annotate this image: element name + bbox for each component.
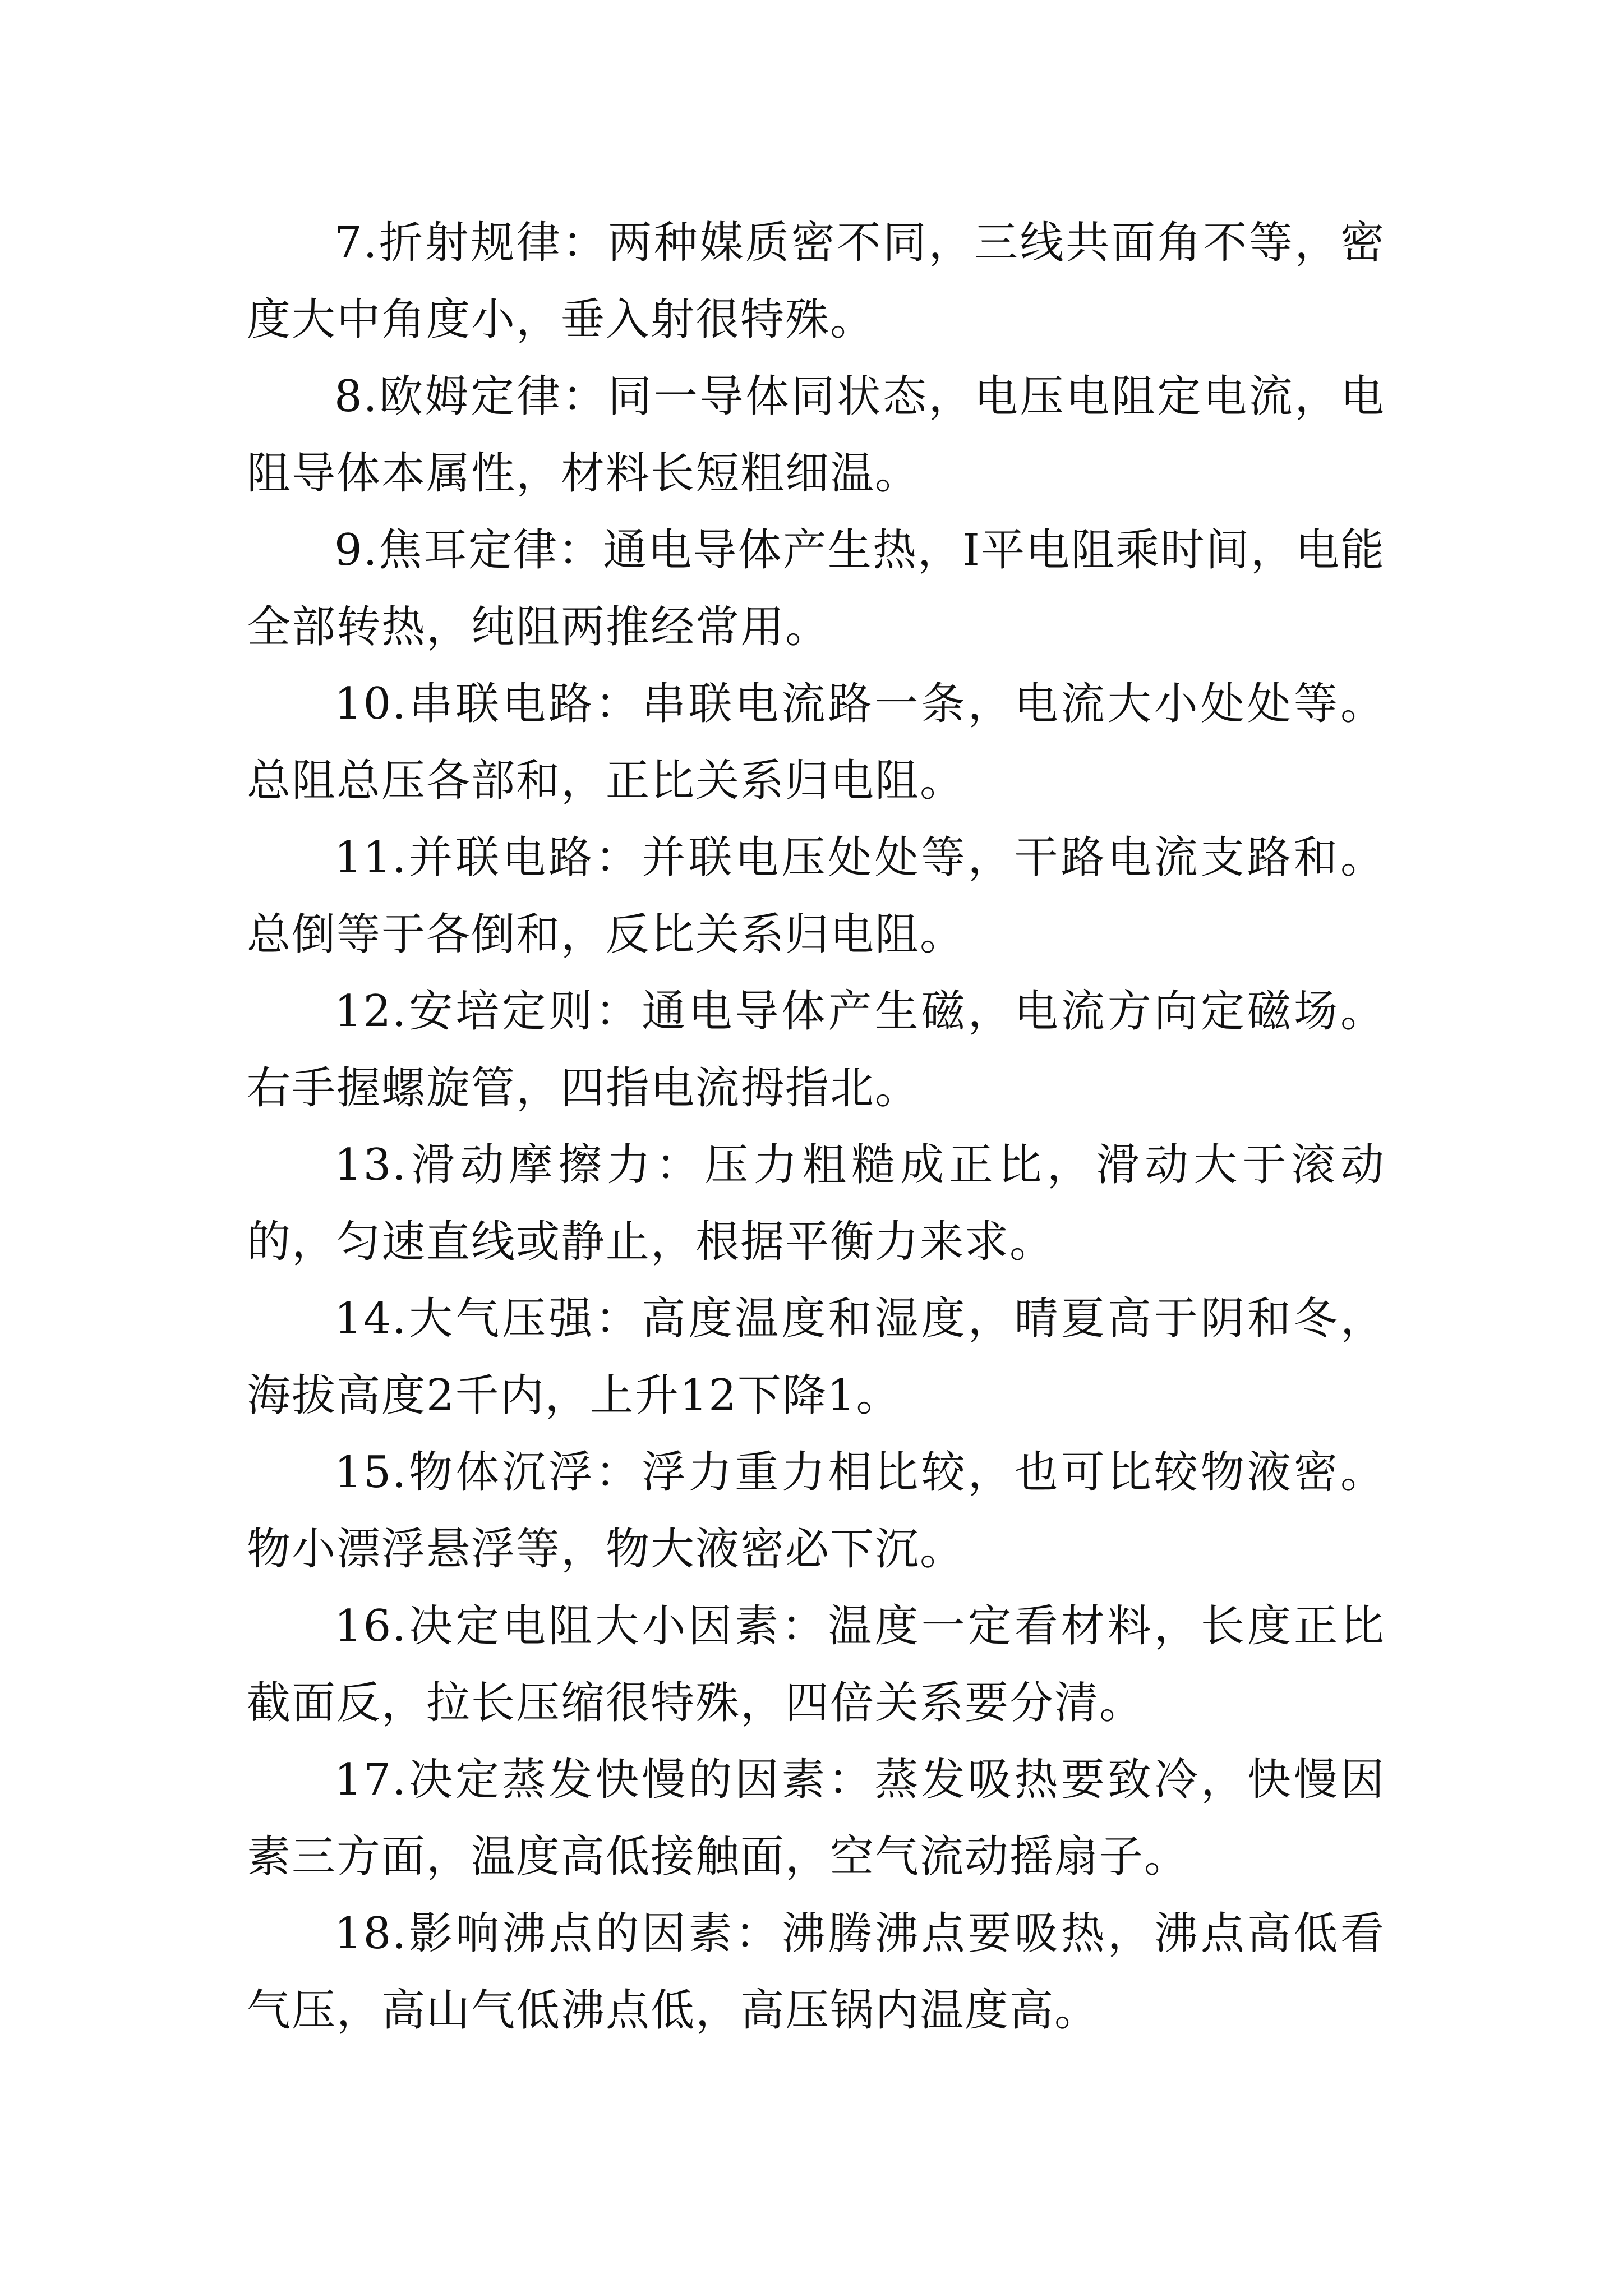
paragraph-series-circuit: 10.串联电路：串联电流路一条，电流大小处处等。总阻总压各部和，正比关系归电阻。: [247, 679, 1385, 806]
paragraph-joules-law: 9.焦耳定律：通电导体产生热，I平电阻乘时间，电能全部转热，纯阻两推经常用。: [247, 525, 1385, 652]
paragraph-ohms-law: 8.欧姆定律：同一导体同状态，电压电阻定电流，电阻导体本属性，材料长短粗细温。: [247, 371, 1385, 499]
paragraph-ampere-rule: 12.安培定则：通电导体产生磁，电流方向定磁场。右手握螺旋管，四指电流拇指北。: [247, 986, 1385, 1114]
paragraph-boiling-point-factors: 18.影响沸点的因素：沸腾沸点要吸热，沸点高低看气压，高山气低沸点低，高压锅内温度高。: [247, 1908, 1385, 2036]
paragraph-resistance-factors: 16.决定电阻大小因素：温度一定看材料，长度正比截面反，拉长压缩很特殊，四倍关系要分清。: [247, 1601, 1385, 1728]
paragraph-evaporation-factors: 17.决定蒸发快慢的因素：蒸发吸热要致冷，快慢因素三方面，温度高低接触面，空气流动摇扇子。: [247, 1755, 1385, 1882]
paragraph-sliding-friction: 13.滑动摩擦力：压力粗糙成正比，滑动大于滚动的，匀速直线或静止，根据平衡力来求。: [247, 1140, 1385, 1267]
paragraph-refraction-law: 7.折射规律：两种媒质密不同，三线共面角不等，密度大中角度小，垂入射很特殊。: [247, 218, 1385, 345]
paragraph-atmospheric-pressure: 14.大气压强：高度温度和湿度，晴夏高于阴和冬，海拔高度2千内，上升12下降1。: [247, 1294, 1385, 1421]
paragraph-sink-float: 15.物体沉浮：浮力重力相比较，也可比较物液密。物小漂浮悬浮等，物大液密必下沉。: [247, 1447, 1385, 1575]
document-body: [247, 205, 1385, 2049]
paragraph-parallel-circuit: 11.并联电路：并联电压处处等，干路电流支路和。总倒等于各倒和，反比关系归电阻。: [247, 832, 1385, 960]
